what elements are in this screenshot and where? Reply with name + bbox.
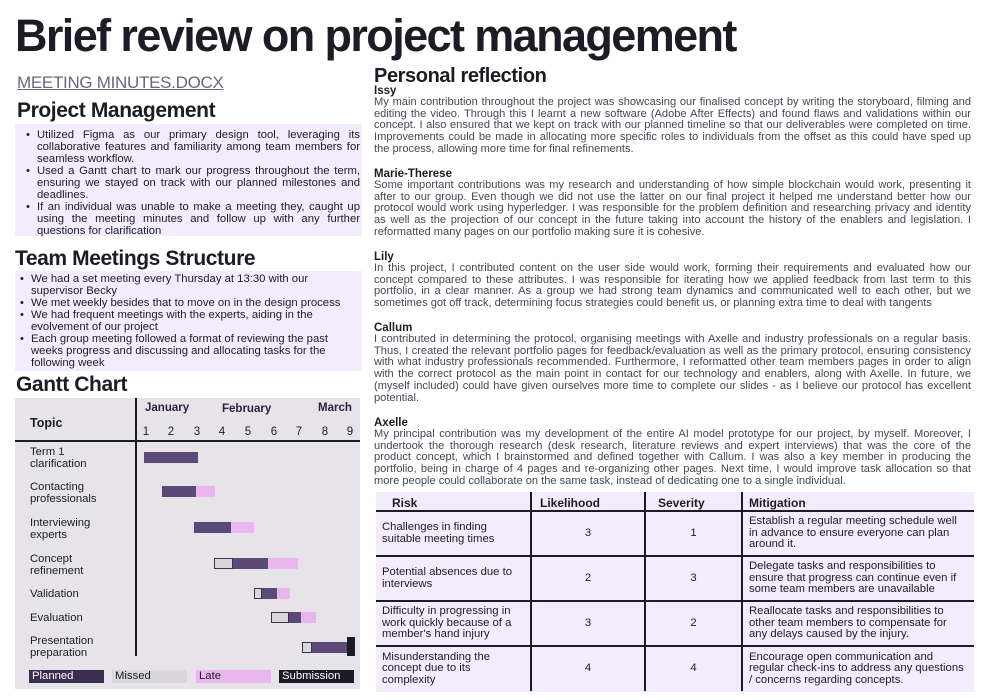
gantt-week-1: 1 [142, 426, 150, 438]
gantt-row-label: Interviewing experts [30, 517, 91, 541]
project-management-list [23, 129, 360, 237]
gantt-bar-planned [289, 612, 301, 623]
severity-cell: 1 [645, 511, 742, 556]
gantt-bar-planned [233, 558, 268, 569]
meeting-minutes-link[interactable]: MEETING MINUTES.DOCX [17, 73, 224, 92]
risk-cell: Challenges in finding suitable meeting times [376, 511, 531, 556]
gantt-bar-late [277, 588, 290, 599]
severity-cell: 4 [645, 646, 742, 691]
gantt-chart [15, 398, 360, 689]
gantt-divider-horizontal [15, 440, 360, 442]
gantt-month-march: March [318, 402, 352, 414]
gantt-bar-missed [271, 612, 289, 623]
project-management-heading: Project Management [17, 99, 216, 122]
table-row [376, 556, 974, 601]
gantt-bar-late [231, 522, 254, 533]
team-meetings-panel [15, 271, 362, 371]
risk-cell: Potential absences due to interviews [376, 556, 531, 601]
column-header-risk: Risk [376, 492, 531, 511]
gantt-topic-header: Topic [30, 416, 63, 430]
reflection-text-marie-therese: Some important contributions was my research and understanding of how simple blockchain would work, presenting it after to our group. Even though we did not use the latter on our final project it helped me understand better how our protocol would work using hyperledger. I was responsible for the problem definition and researching privacy and identity as well as the projection of our concept in the future taking into account the history of the enablers and legislation. I reformatted many pages on our portfolio making sure it is cohesive. [374, 179, 971, 238]
likelihood-cell: 3 [531, 601, 645, 646]
column-header-likelihood: Likelihood [531, 492, 645, 511]
reflection-text-axelle: My principal contribution was my development of the entire AI model prototype for our project, by myself. Moreover, I undertook the thorough research (desk research, literature reviews and expert interviews) that was the core of the product concept, which I brainstormed and defined together with Callum. I was also a key member in producing the portfolio, being in charge of 4 pages and re-organizing other pages. Next time, I would improve task allocation so that more people could collaborate on the same task, instead of dedicating one to a single individual. [374, 428, 971, 487]
gantt-week-3: 3 [193, 426, 201, 438]
gantt-bar-missed [302, 642, 312, 653]
gantt-row-label: Evaluation [30, 612, 83, 624]
gantt-row-label: Contacting professionals [30, 481, 97, 505]
team-meetings-list [17, 273, 360, 369]
team-meetings-heading: Team Meetings Structure [15, 247, 256, 270]
gantt-row-label: Presentation preparation [30, 635, 94, 659]
reflection-text-lily: In this project, I contributed content on the user side would work, forming their requirements and evaluated how our concept compared to these attributes. I was responsible for iterating how we applied feedback from last term to this portfolio, in a clear manner. As a group we had strong team dynamics and communicated well to each other, but we sometimes got off track, determining focus strategies could benefit us, or planning extra time to deal with tangents [374, 262, 971, 310]
gantt-row-label: Term 1 clarification [30, 446, 87, 470]
list-item: • We met weekly besides that to move on in the design process [17, 297, 360, 309]
gantt-week-7: 7 [295, 426, 303, 438]
risk-table [376, 492, 974, 692]
risk-cell: Difficulty in progressing in work quickly because of a member's hand injury [376, 601, 531, 646]
table-row [376, 511, 974, 556]
gantt-bar-missed [214, 558, 233, 569]
gantt-bar-planned [144, 452, 198, 463]
mitigation-cell: Encourage open communication and regular check-ins to address any questions / concerns regarding concepts. [742, 646, 974, 691]
column-header-severity: Severity [645, 492, 742, 511]
table-row [376, 601, 974, 646]
list-item: • We had frequent meetings with the experts, aiding in the evolvement of our project [17, 309, 360, 333]
gantt-row-label: Validation [30, 588, 79, 600]
gantt-row-label: Concept refinement [30, 553, 84, 577]
reflection-name-axelle: Axelle [374, 417, 408, 429]
likelihood-cell: 2 [531, 556, 645, 601]
legend-missed: Missed [112, 670, 187, 683]
risk-cell: Misunderstanding the concept due to its complexity [382, 650, 491, 686]
personal-reflection-heading: Personal reflection [374, 65, 547, 87]
legend-late: Late [196, 670, 271, 683]
mitigation-cell: Establish a regular meeting schedule well in advance to ensure everyone can plan around it. [742, 511, 974, 556]
gantt-bar-planned [262, 588, 277, 599]
gantt-week-5: 5 [244, 426, 252, 438]
reflection-name-issy: Issy [374, 85, 397, 97]
reflection-name-callum: Callum [374, 322, 413, 334]
gantt-week-6: 6 [270, 426, 278, 438]
mitigation-cell: Delegate tasks and responsibilities to ensure that progress can continue even if some team members are unavailable [742, 556, 974, 601]
list-item: • Each group meeting followed a format of reviewing the past weeks progress and discussing and allocating tasks for the following week [17, 333, 360, 369]
list-item: • If an individual was unable to make a meeting they, caught up using the meeting minutes and follow up with any further questions for clarification [23, 201, 360, 237]
legend-submission: Submission [279, 670, 354, 683]
reflection-name-lily: Lily [374, 251, 394, 263]
gantt-bar-late [196, 486, 215, 497]
gantt-divider-vertical [135, 398, 137, 656]
gantt-bar-late [301, 612, 316, 623]
reflection-text-callum: I contributed in determining the protocol, organising meetings with Axelle and industry professionals on a regular basis. Thus, I created the relevant portfolio pages for feedback/evaluation as well as the primary protocol, ensuring consistency with what industry professionals recommended. Furthermore, I reformatted other team members pages in order to align with the correct protocol as the main point in contact for our technology and enablers, along with Axelle. In future, we (myself included) could have given ourselves more time to complete our slides - as I believe our protocol has excellent potential. [374, 333, 971, 404]
gantt-bar-planned [194, 522, 231, 533]
project-management-panel [15, 124, 362, 236]
table-row [376, 646, 974, 691]
reflection-name-marie-therese: Marie-Therese [374, 168, 452, 180]
severity-cell: 2 [645, 601, 742, 646]
risk-table-header [376, 492, 974, 511]
gantt-week-9: 9 [346, 426, 354, 438]
likelihood-cell: 4 [531, 646, 645, 691]
gantt-bar-planned [312, 642, 347, 653]
gantt-month-january: January [145, 402, 190, 414]
gantt-week-8: 8 [321, 426, 329, 438]
gantt-week-4: 4 [218, 426, 226, 438]
gantt-heading: Gantt Chart [16, 373, 128, 396]
gantt-bar-late [268, 558, 298, 569]
list-item: • We had a set meeting every Thursday at 13:30 with our supervisor Becky [17, 273, 360, 297]
column-header-mitigation: Mitigation [742, 492, 974, 511]
list-item: • Used a Gantt chart to mark our progress throughout the term, ensuring we stayed on track with our planned milestones and deadlines. [23, 165, 360, 201]
page-title: Brief review on project management [15, 10, 736, 61]
gantt-bar-submission [347, 637, 355, 656]
likelihood-cell: 3 [531, 511, 645, 556]
gantt-bar-missed [254, 588, 262, 599]
list-item: • Utilized Figma as our primary design tool, leveraging its collaborative features and familiarity among team members for seamless workflow. [23, 129, 360, 165]
gantt-bar-planned [162, 486, 196, 497]
mitigation-cell: Reallocate tasks and responsibilities to other team members to compensate for any delays caused by the injury. [742, 601, 974, 646]
reflection-text-issy: My main contribution throughout the project was showcasing our finalised concept by writing the storyboard, filming and editing the video. Through this I learnt a new software (Adobe After Effects) and found flaws and validations within our concept. I also ensured that we kept on track with our planned timeline so that our deliverables were completed on time. Improvements could be made in allocating more specific roles to individuals from the offset as this could have sped up the process, allowing more time for final refinements. [374, 96, 971, 155]
severity-cell: 3 [645, 556, 742, 601]
gantt-month-february: February [222, 403, 272, 415]
legend-planned: Planned [29, 670, 104, 683]
gantt-week-2: 2 [167, 426, 175, 438]
